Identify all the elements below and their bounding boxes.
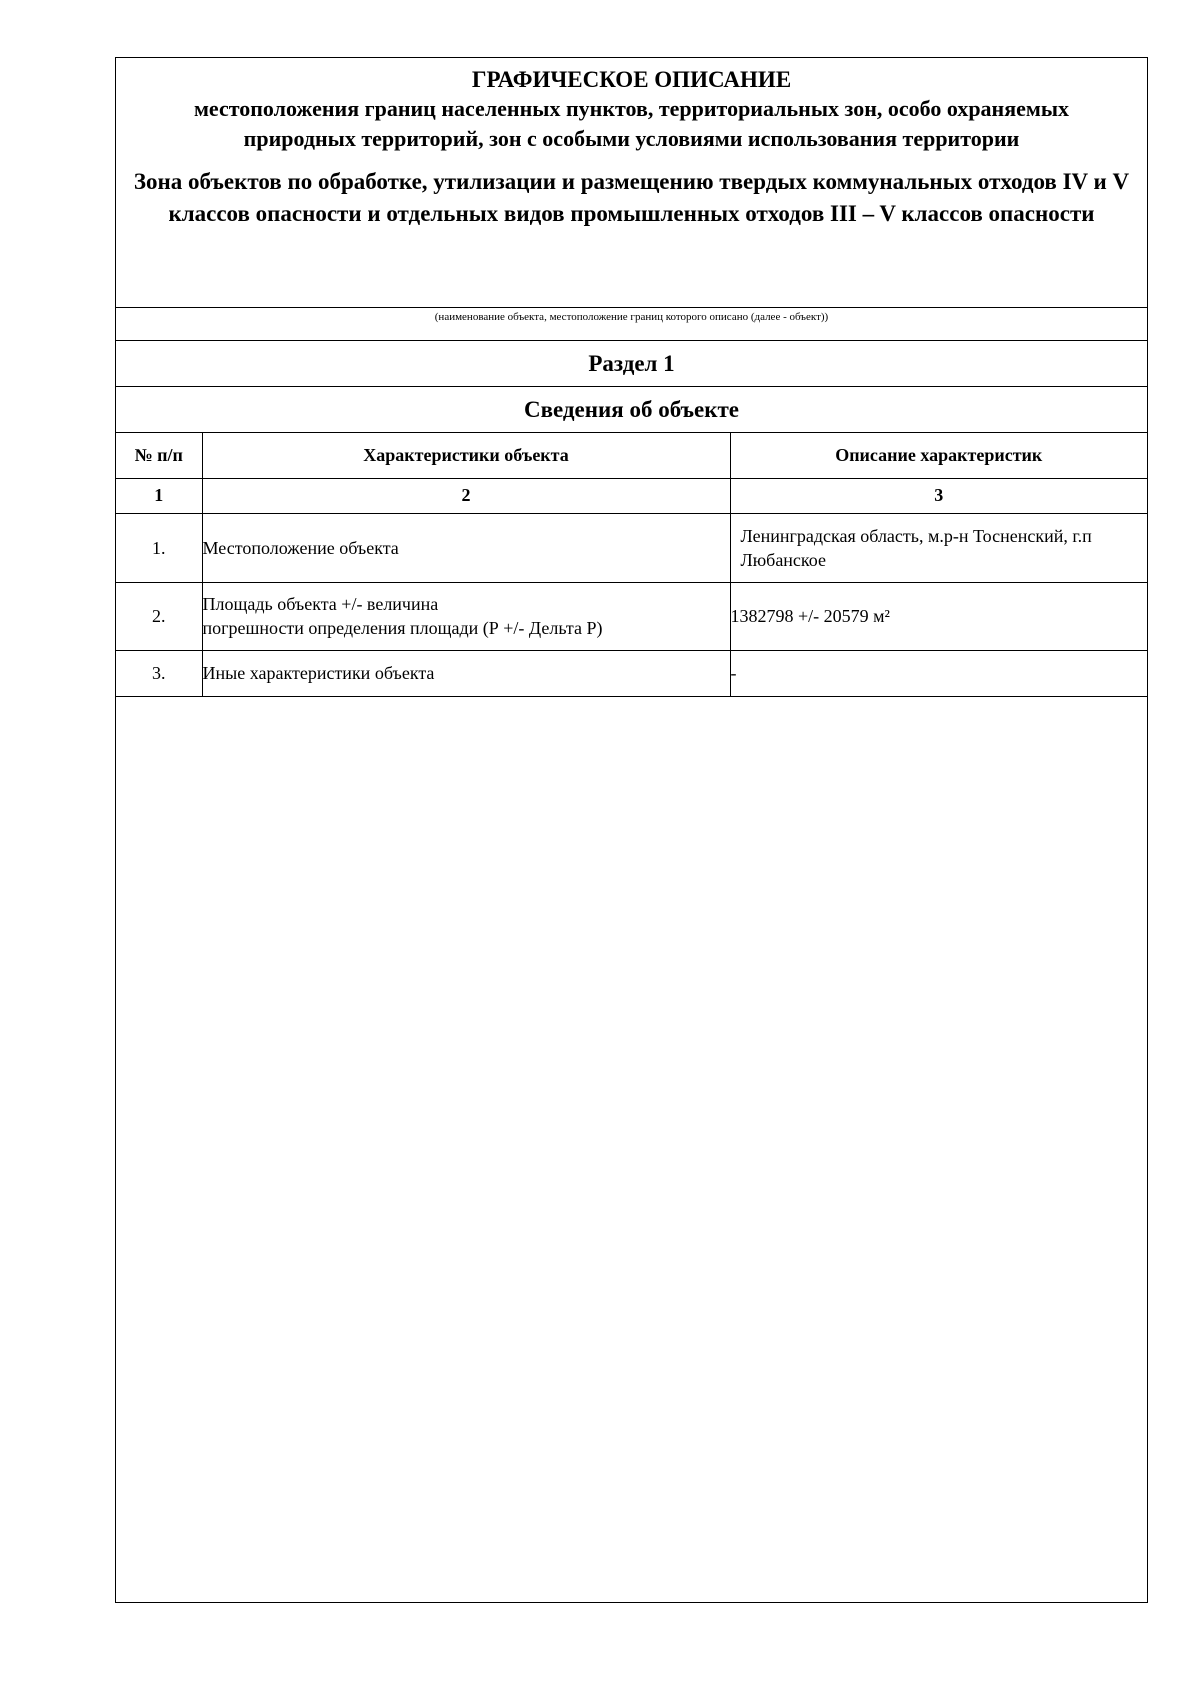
- column-number-2: 2: [202, 478, 730, 513]
- column-number-row: [116, 478, 1147, 513]
- object-info-table: [116, 433, 1147, 697]
- row-description: Ленинградская область, м.р-н Тосненский, г.п Любанское: [730, 513, 1147, 582]
- row-characteristic: [202, 582, 730, 650]
- row-description: -: [730, 650, 1147, 696]
- row-characteristic-line: погрешности определения площади (Р +/- Дельта Р): [202, 618, 603, 638]
- row-characteristic: Местоположение объекта: [202, 513, 730, 582]
- document-subtitle: местоположения границ населенных пунктов, территориальных зон, особо охраняемых природных территорий, зон с особыми условиями использования территории: [193, 96, 1070, 151]
- table-row: [116, 582, 1147, 650]
- object-name: Зона объектов по обработке, утилизации и размещению твердых коммунальных отходов IV и V классов опасности и отдельных видов промышленных отходов III – V классов опасности: [133, 169, 1130, 226]
- row-number: 2.: [116, 582, 202, 650]
- table-row: [116, 513, 1147, 582]
- header-characteristic: Характеристики объекта: [202, 433, 730, 478]
- object-caption-row: [116, 308, 1147, 341]
- section-title: Сведения об объекте: [116, 387, 1147, 433]
- header-num: № п/п: [116, 433, 202, 478]
- column-number-1: 1: [116, 478, 202, 513]
- header-description: Описание характеристик: [730, 433, 1147, 478]
- object-caption: (наименование объекта, местоположение границ которого описано (далее - объект)): [434, 311, 829, 323]
- document-frame: [115, 57, 1148, 1603]
- column-number-3: 3: [730, 478, 1147, 513]
- section-heading: Раздел 1: [116, 341, 1147, 387]
- row-number: 3.: [116, 650, 202, 696]
- document-header: [116, 58, 1147, 308]
- row-description: 1382798 +/- 20579 м²: [730, 582, 1147, 650]
- row-characteristic-line: Площадь объекта +/- величина: [202, 594, 439, 614]
- row-characteristic: Иные характеристики объекта: [202, 650, 730, 696]
- table-header-row: [116, 433, 1147, 478]
- table-row: [116, 650, 1147, 696]
- row-number: 1.: [116, 513, 202, 582]
- document-title: ГРАФИЧЕСКОЕ ОПИСАНИЕ: [471, 67, 792, 92]
